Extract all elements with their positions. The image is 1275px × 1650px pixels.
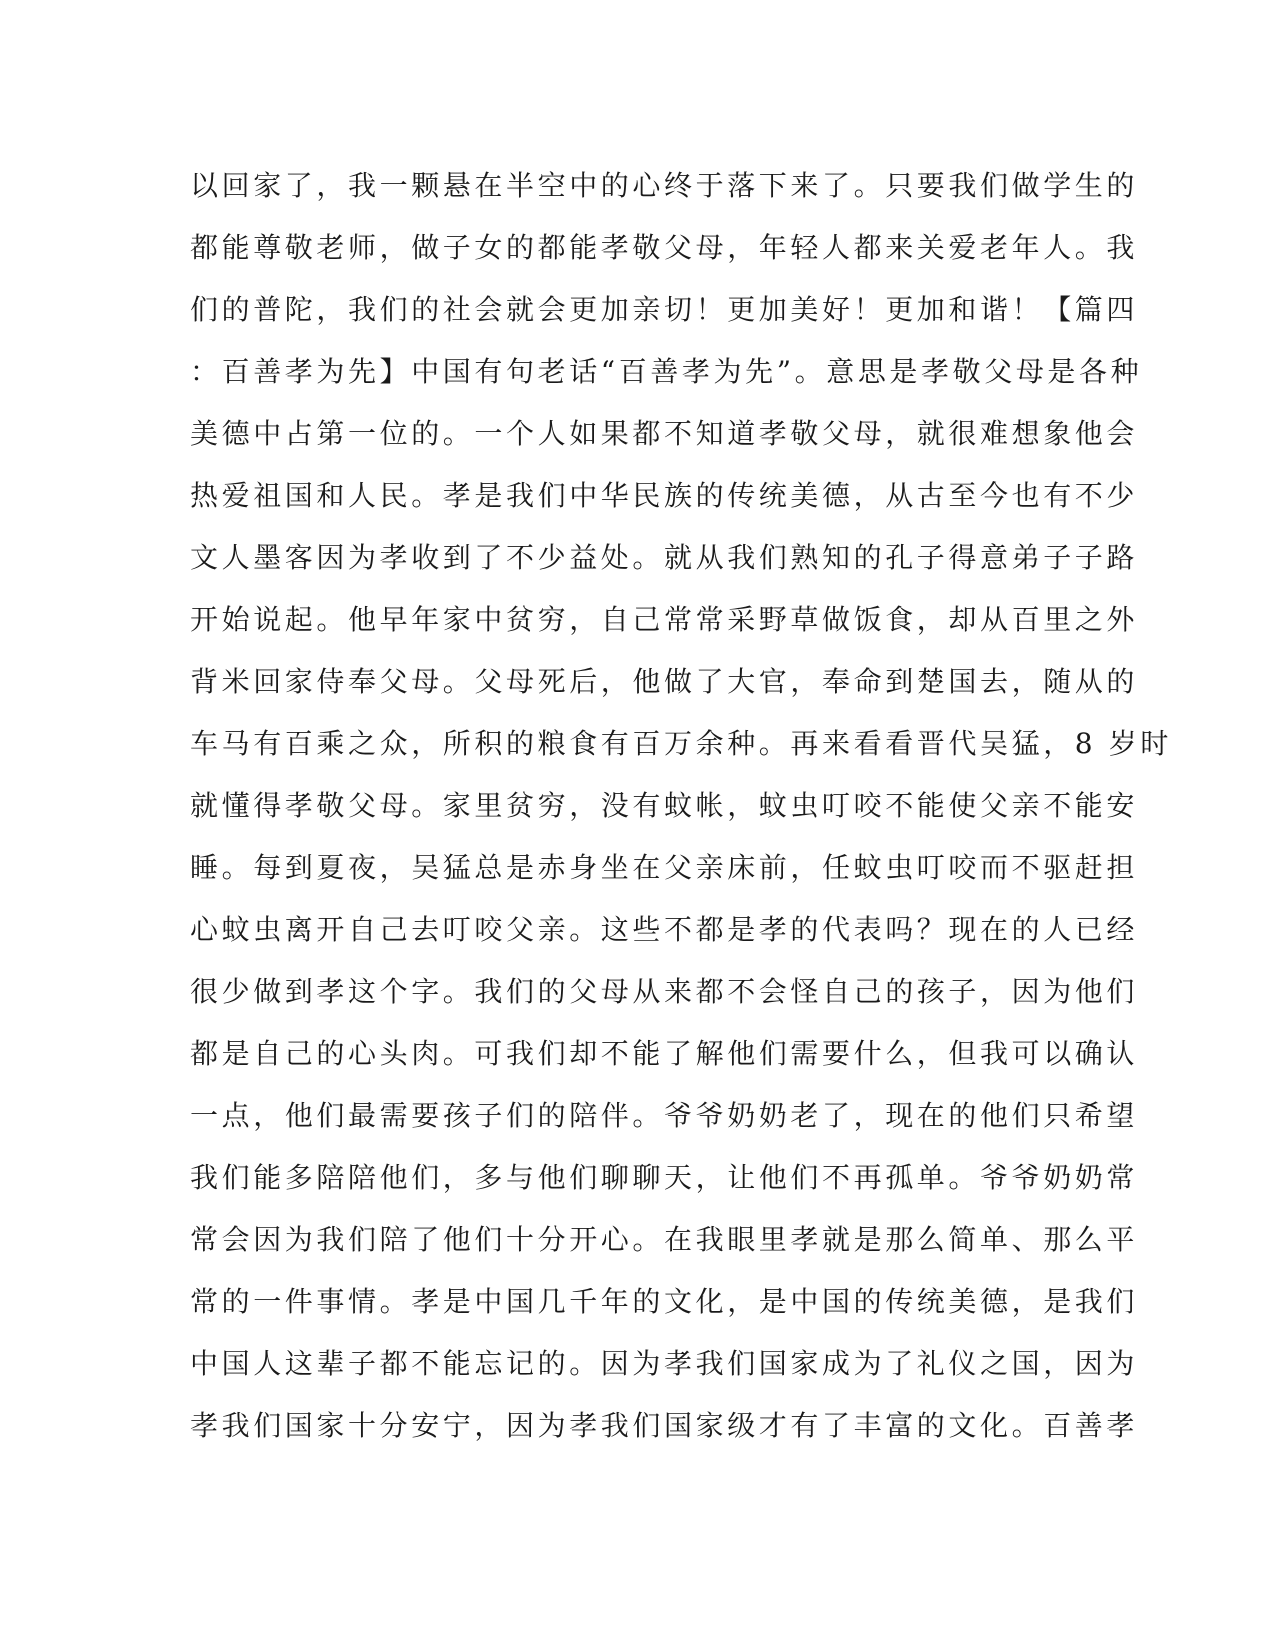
text-line: 常会因为我们陪了他们十分开心。在我眼里孝就是那么简单、那么平	[190, 1223, 1139, 1256]
text-line: 孝我们国家十分安宁，因为孝我们国家级才有了丰富的文化。百善孝	[190, 1409, 1139, 1442]
text-line: 中国人这辈子都不能忘记的。因为孝我们国家成为了礼仪之国，因为	[190, 1347, 1139, 1380]
text-line: 我们能多陪陪他们，多与他们聊聊天，让他们不再孤单。爷爷奶奶常	[190, 1161, 1139, 1194]
text-line: 们的普陀，我们的社会就会更加亲切！更加美好！更加和谐！【篇四	[190, 293, 1139, 326]
text-line: 都是自己的心头肉。可我们却不能了解他们需要什么，但我可以确认	[190, 1037, 1139, 1070]
text-line: 就懂得孝敬父母。家里贫穷，没有蚊帐，蚊虫叮咬不能使父亲不能安	[190, 789, 1139, 822]
text-line: 心蚊虫离开自己去叮咬父亲。这些不都是孝的代表吗？现在的人已经	[190, 913, 1139, 946]
text-line: 开始说起。他早年家中贫穷，自己常常采野草做饭食，却从百里之外	[190, 603, 1139, 636]
text-line: 常的一件事情。孝是中国几千年的文化，是中国的传统美德，是我们	[190, 1285, 1139, 1318]
text-line: 一点，他们最需要孩子们的陪伴。爷爷奶奶老了，现在的他们只希望	[190, 1099, 1139, 1132]
text-line: 文人墨客因为孝收到了不少益处。就从我们熟知的孔子得意弟子子路	[190, 541, 1139, 574]
text-line: ：百善孝为先】中国有句老话“百善孝为先”。意思是孝敬父母是各种	[190, 355, 1143, 388]
body-text	[190, 166, 1172, 1468]
text-line: 背米回家侍奉父母。父母死后，他做了大官，奉命到楚国去，随从的	[190, 665, 1139, 698]
text-line: 以回家了，我一颗悬在半空中的心终于落下来了。只要我们做学生的	[190, 169, 1139, 202]
text-line: 很少做到孝这个字。我们的父母从来都不会怪自己的孩子，因为他们	[190, 975, 1139, 1008]
text-line: 都能尊敬老师，做子女的都能孝敬父母，年轻人都来关爱老年人。我	[190, 231, 1139, 264]
text-line: 睡。每到夏夜，吴猛总是赤身坐在父亲床前，任蚊虫叮咬而不驱赶担	[190, 851, 1139, 884]
text-line: 热爱祖国和人民。孝是我们中华民族的传统美德，从古至今也有不少	[190, 479, 1139, 512]
text-line: 车马有百乘之众，所积的粮食有百万余种。再来看看晋代吴猛，8 岁时	[190, 727, 1172, 760]
text-line: 美德中占第一位的。一个人如果都不知道孝敬父母，就很难想象他会	[190, 417, 1139, 450]
